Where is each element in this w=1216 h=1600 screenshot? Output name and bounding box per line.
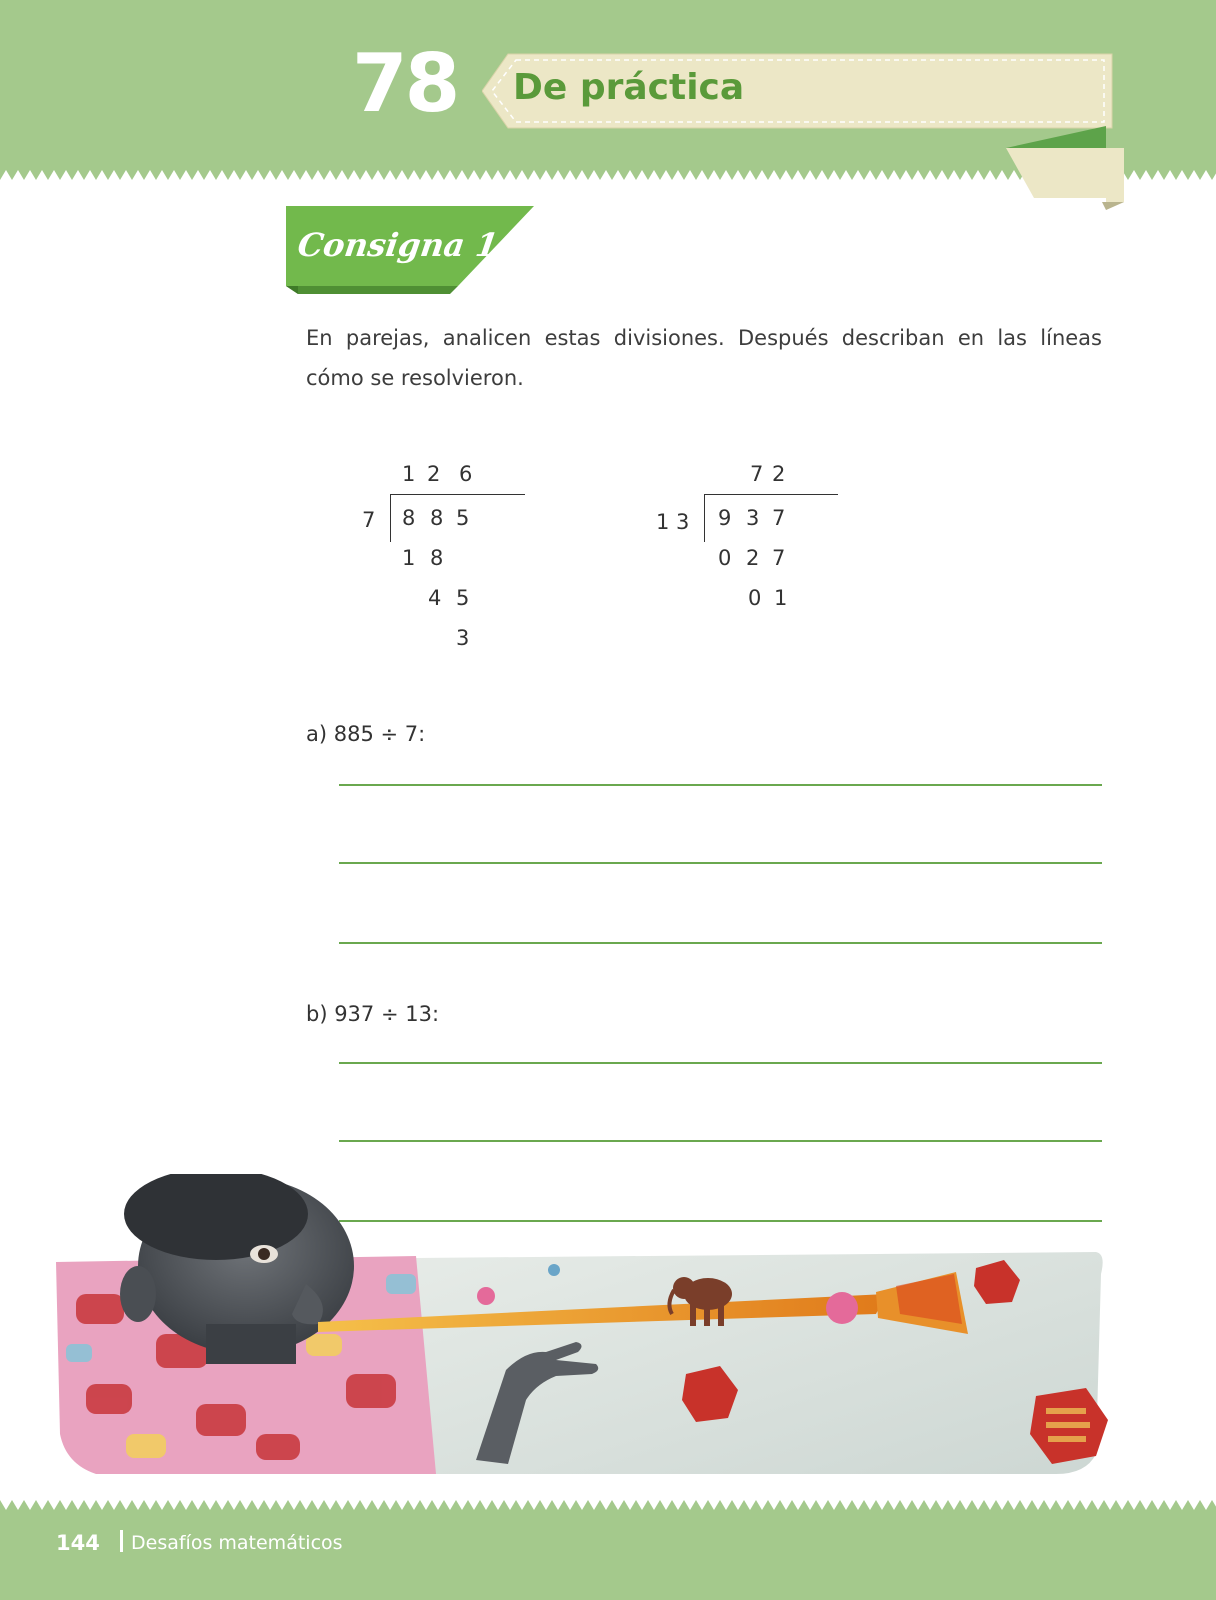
consigna-label: Consigna 1: [295, 226, 501, 264]
quotient-digit: 7: [750, 462, 764, 486]
division-bar: [390, 494, 525, 495]
footer-zigzag-edge: [0, 1500, 1216, 1514]
page-number: 144: [56, 1531, 100, 1555]
instructions-text: En parejas, analicen estas divisiones. Después describan en las líneas cómo se resolvieron.: [306, 326, 1102, 390]
partial-digit: 1: [402, 546, 416, 570]
partial-digit: 4: [428, 586, 442, 610]
dividend-digit: 3: [746, 506, 760, 530]
partial-digit: 5: [456, 586, 470, 610]
divisor-digit: 1: [656, 510, 670, 534]
ribbon-tail: [1006, 126, 1126, 210]
partial-digit: 0: [748, 586, 762, 610]
partial-digit: 1: [774, 586, 788, 610]
remainder: 3: [456, 626, 470, 650]
partial-digit: 8: [430, 546, 444, 570]
partial-digit: 7: [772, 546, 786, 570]
dividend-digit: 9: [718, 506, 732, 530]
quotient-digit: 2: [427, 462, 441, 486]
division-bar: [704, 494, 838, 495]
answer-line-b2[interactable]: [339, 1140, 1102, 1142]
division-bracket: [704, 494, 705, 542]
quotient-digit: 6: [459, 462, 473, 486]
answer-line-a1[interactable]: [339, 784, 1102, 786]
lesson-number: 78: [352, 37, 458, 130]
dividend-digit: 7: [772, 506, 786, 530]
collage-illustration: [56, 1174, 1146, 1484]
dividend-digit: 8: [402, 506, 416, 530]
dividend-digit: 5: [456, 506, 470, 530]
answer-line-a2[interactable]: [339, 862, 1102, 864]
dividend-digit: 8: [430, 506, 444, 530]
lesson-title: De práctica: [513, 67, 745, 108]
partial-digit: 0: [718, 546, 732, 570]
quotient-digit: 1: [402, 462, 416, 486]
answer-line-b1[interactable]: [339, 1062, 1102, 1064]
divisor-digit: 3: [676, 510, 690, 534]
division-bracket: [390, 494, 391, 542]
answer-line-a3[interactable]: [339, 942, 1102, 944]
footer-divider: [120, 1530, 123, 1552]
divisor: 7: [362, 508, 376, 532]
question-b-label: b) 937 ÷ 13:: [306, 1002, 440, 1026]
question-a-label: a) 885 ÷ 7:: [306, 722, 426, 746]
quotient-digit: 2: [772, 462, 786, 486]
partial-digit: 2: [746, 546, 760, 570]
book-title: Desafíos matemáticos: [131, 1532, 343, 1554]
